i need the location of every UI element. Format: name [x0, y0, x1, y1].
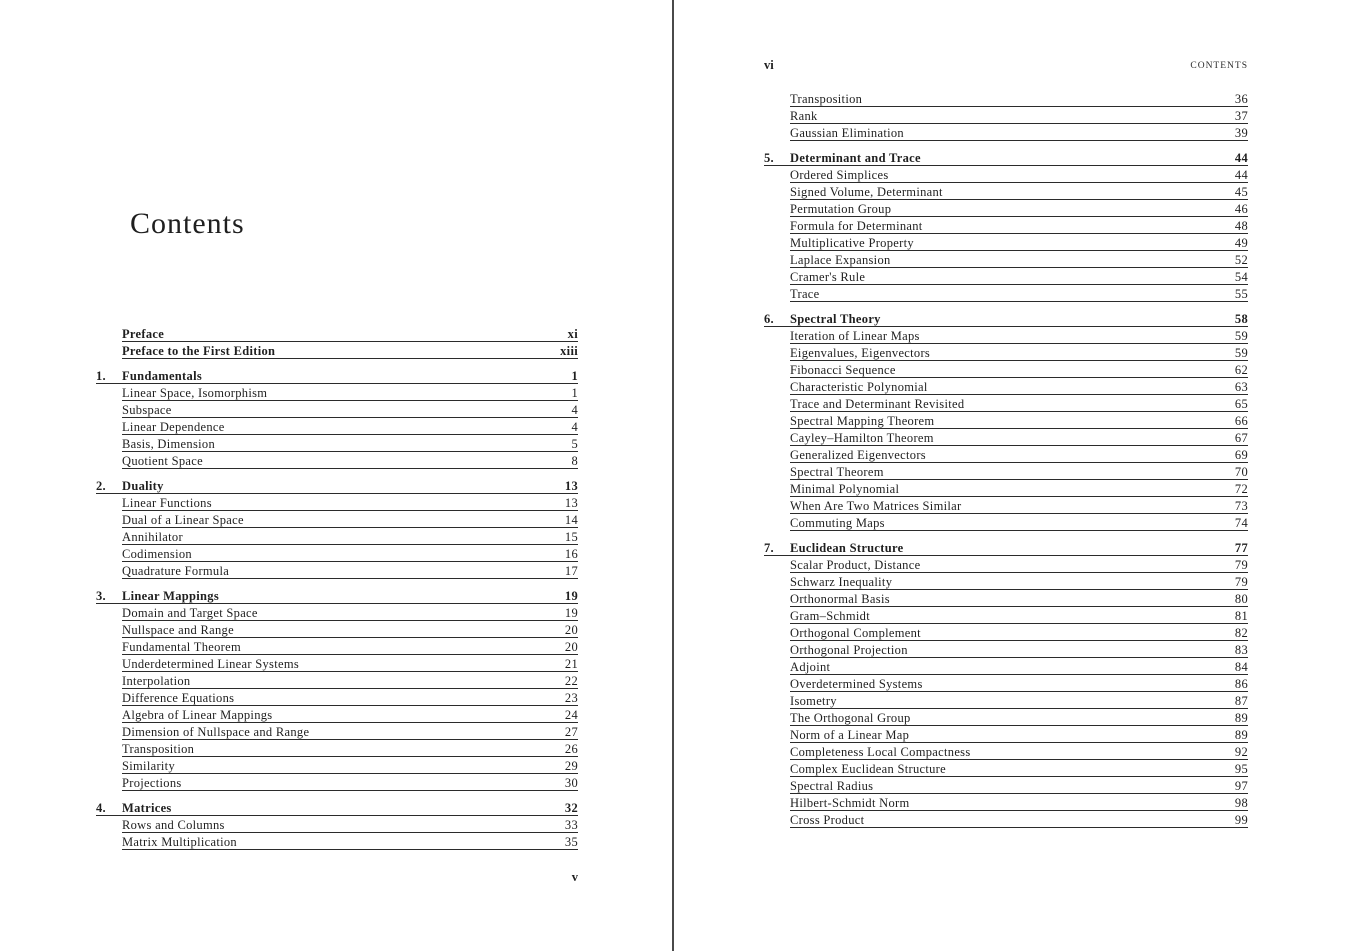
toc-entry-page: 84 — [1234, 660, 1248, 674]
toc-entry-title: Ordered Simplices — [790, 168, 889, 182]
toc-section-row — [790, 480, 1248, 497]
toc-chapter-row — [96, 367, 578, 384]
toc-entry-title: Matrix Multiplication — [122, 835, 237, 849]
toc-section-row — [790, 166, 1248, 183]
toc-entry-page: 13 — [564, 496, 578, 510]
toc-entry-page: 35 — [564, 835, 578, 849]
chapter-number: 3. — [96, 589, 106, 603]
toc-section-row — [122, 757, 578, 774]
toc-entry-page: 65 — [1234, 397, 1248, 411]
toc-entry-page: 37 — [1234, 109, 1248, 123]
toc-entry-title: Hilbert-Schmidt Norm — [790, 796, 910, 810]
toc-entry-page: 92 — [1234, 745, 1248, 759]
toc-entry-title: Subspace — [122, 403, 172, 417]
toc-section-row — [790, 217, 1248, 234]
toc-entry-page: 27 — [564, 725, 578, 739]
toc-section-row — [790, 743, 1248, 760]
toc-section-row — [790, 429, 1248, 446]
toc-entry-title: Euclidean Structure — [790, 541, 904, 555]
toc-entry-title: Spectral Radius — [790, 779, 874, 793]
toc-section-row — [790, 692, 1248, 709]
toc-entry-page: 29 — [564, 759, 578, 773]
toc-entry-title: Linear Mappings — [122, 589, 219, 603]
toc-entry-page: 44 — [1234, 168, 1248, 182]
toc-section-row — [122, 833, 578, 850]
toc-entry-title: Permutation Group — [790, 202, 892, 216]
toc-section-row — [790, 556, 1248, 573]
toc-section-row — [122, 435, 578, 452]
toc-entry-title: Trace and Determinant Revisited — [790, 397, 965, 411]
toc-entry-title: Complex Euclidean Structure — [790, 762, 946, 776]
toc-entry-title: Preface — [122, 327, 165, 341]
toc-entry-title: Codimension — [122, 547, 192, 561]
toc-section-row — [790, 412, 1248, 429]
toc-entry-title: Eigenvalues, Eigenvectors — [790, 346, 931, 360]
toc-entry-title: Orthogonal Complement — [790, 626, 921, 640]
toc-entry-page: 45 — [1234, 185, 1248, 199]
toc-entry-title: Norm of a Linear Map — [790, 728, 910, 742]
toc-section-row — [790, 285, 1248, 302]
toc-entry-title: Gram–Schmidt — [790, 609, 870, 623]
toc-section-row — [122, 384, 578, 401]
toc-entry-title: Domain and Target Space — [122, 606, 258, 620]
toc-entry-title: Annihilator — [122, 530, 183, 544]
chapter-number: 7. — [764, 541, 774, 555]
toc-entry-title: Rows and Columns — [122, 818, 225, 832]
toc-chapter-row — [96, 587, 578, 604]
toc-entry-page: 23 — [564, 691, 578, 705]
toc-entry-page: 98 — [1234, 796, 1248, 810]
toc-entry-page: 8 — [571, 454, 578, 468]
toc-entry-title: Matrices — [122, 801, 172, 815]
toc-entry-title: Spectral Theory — [790, 312, 881, 326]
right-page-folio: vi — [764, 58, 774, 72]
toc-entry-page: 49 — [1234, 236, 1248, 250]
toc-entry-title: Formula for Determinant — [790, 219, 923, 233]
toc-chapter-row — [96, 477, 578, 494]
toc-entry-page: 69 — [1234, 448, 1248, 462]
toc-entry-title: Duality — [122, 479, 164, 493]
toc-entry-page: xi — [567, 327, 578, 341]
toc-section-row — [122, 655, 578, 672]
toc-section-row — [790, 777, 1248, 794]
toc-entry-title: Determinant and Trace — [790, 151, 921, 165]
toc-entry-page: 39 — [1234, 126, 1248, 140]
toc-entry-title: Schwarz Inequality — [790, 575, 893, 589]
toc-section-row — [790, 234, 1248, 251]
toc-section-row — [790, 607, 1248, 624]
toc-section-row — [790, 726, 1248, 743]
toc-entry-page: 58 — [1234, 312, 1248, 326]
toc-entry-page: 4 — [571, 403, 578, 417]
toc-section-row — [122, 511, 578, 528]
toc-entry-page: 59 — [1234, 346, 1248, 360]
toc-entry-page: 77 — [1234, 541, 1248, 555]
toc-section-row — [790, 760, 1248, 777]
toc-entry-page: 89 — [1234, 711, 1248, 725]
toc-entry-page: 5 — [571, 437, 578, 451]
toc-entry-page: 13 — [564, 479, 578, 493]
toc-entry-title: Transposition — [122, 742, 195, 756]
toc-section-row — [790, 183, 1248, 200]
toc-section-row — [790, 514, 1248, 531]
toc-entry-page: 52 — [1234, 253, 1248, 267]
left-page-folio: v — [571, 870, 578, 884]
chapter-number: 5. — [764, 151, 774, 165]
toc-section-row — [122, 638, 578, 655]
toc-section-row — [790, 268, 1248, 285]
running-head: CONTENTS — [1190, 61, 1248, 71]
toc-entry-title: Fundamental Theorem — [122, 640, 241, 654]
toc-entry-page: 24 — [564, 708, 578, 722]
toc-entry-page: 80 — [1234, 592, 1248, 606]
toc-entry-page: 16 — [564, 547, 578, 561]
toc-section-row — [122, 562, 578, 579]
chapter-number: 2. — [96, 479, 106, 493]
toc-entry-title: Spectral Mapping Theorem — [790, 414, 935, 428]
toc-section-row — [122, 401, 578, 418]
chapter-number: 6. — [764, 312, 774, 326]
toc-section-row — [790, 573, 1248, 590]
toc-entry-page: 33 — [564, 818, 578, 832]
page-gutter-divider — [672, 0, 674, 951]
chapter-number: 4. — [96, 801, 106, 815]
toc-section-row — [790, 107, 1248, 124]
toc-entry-title: Cramer's Rule — [790, 270, 866, 284]
toc-entry-title: Linear Functions — [122, 496, 212, 510]
toc-entry-page: 79 — [1234, 558, 1248, 572]
toc-section-row — [790, 658, 1248, 675]
toc-entry-page: xiii — [560, 344, 578, 358]
toc-entry-page: 70 — [1234, 465, 1248, 479]
toc-section-row — [122, 689, 578, 706]
toc-section-row — [790, 497, 1248, 514]
toc-section-row — [790, 811, 1248, 828]
toc-section-row — [790, 590, 1248, 607]
toc-entry-page: 62 — [1234, 363, 1248, 377]
toc-entry-page: 20 — [564, 623, 578, 637]
toc-section-row — [790, 624, 1248, 641]
toc-section-row — [790, 378, 1248, 395]
toc-entry-title: Minimal Polynomial — [790, 482, 900, 496]
toc-entry-page: 55 — [1234, 287, 1248, 301]
toc-entry-title: Linear Space, Isomorphism — [122, 386, 268, 400]
toc-entry-title: Dimension of Nullspace and Range — [122, 725, 310, 739]
toc-entry-page: 82 — [1234, 626, 1248, 640]
toc-entry-title: Orthogonal Projection — [790, 643, 908, 657]
toc-entry-page: 89 — [1234, 728, 1248, 742]
toc-section-row — [790, 327, 1248, 344]
contents-page-title: Contents — [130, 207, 245, 240]
toc-entry-page: 1 — [571, 386, 578, 400]
toc-entry-title: Difference Equations — [122, 691, 235, 705]
toc-entry-page: 20 — [564, 640, 578, 654]
toc-entry-title: Signed Volume, Determinant — [790, 185, 943, 199]
toc-entry-title: Iteration of Linear Maps — [790, 329, 920, 343]
toc-entry-page: 26 — [564, 742, 578, 756]
toc-entry-title: Basis, Dimension — [122, 437, 215, 451]
toc-entry-page: 30 — [564, 776, 578, 790]
toc-entry-title: Completeness Local Compactness — [790, 745, 971, 759]
toc-entry-title: Multiplicative Property — [790, 236, 914, 250]
toc-entry-title: Commuting Maps — [790, 516, 885, 530]
toc-section-row — [122, 816, 578, 833]
toc-section-row — [122, 723, 578, 740]
toc-chapter-row — [764, 539, 1248, 556]
toc-section-row — [790, 675, 1248, 692]
toc-section-row — [790, 361, 1248, 378]
toc-entry-page: 54 — [1234, 270, 1248, 284]
toc-entry-title: Cayley–Hamilton Theorem — [790, 431, 934, 445]
toc-section-row — [790, 794, 1248, 811]
toc-entry-title: Laplace Expansion — [790, 253, 891, 267]
toc-entry-page: 4 — [571, 420, 578, 434]
toc-section-row — [790, 709, 1248, 726]
toc-entry-title: When Are Two Matrices Similar — [790, 499, 962, 513]
toc-entry-title: Quadrature Formula — [122, 564, 230, 578]
toc-entry-title: Adjoint — [790, 660, 831, 674]
toc-entry-page: 83 — [1234, 643, 1248, 657]
toc-entry-page: 63 — [1234, 380, 1248, 394]
toc-entry-page: 44 — [1234, 151, 1248, 165]
toc-section-row — [790, 90, 1248, 107]
toc-entry-page: 14 — [564, 513, 578, 527]
toc-entry-page: 17 — [564, 564, 578, 578]
toc-entry-page: 79 — [1234, 575, 1248, 589]
toc-entry-page: 81 — [1234, 609, 1248, 623]
toc-entry-page: 36 — [1234, 92, 1248, 106]
toc-entry-title: Projections — [122, 776, 182, 790]
toc-chapter-row — [96, 799, 578, 816]
toc-entry-title: Isometry — [790, 694, 837, 708]
toc-entry-title: The Orthogonal Group — [790, 711, 911, 725]
toc-section-row — [790, 124, 1248, 141]
toc-section-row — [122, 452, 578, 469]
toc-entry-page: 72 — [1234, 482, 1248, 496]
toc-entry-title: Interpolation — [122, 674, 191, 688]
toc-section-row — [122, 706, 578, 723]
toc-entry-page: 32 — [564, 801, 578, 815]
toc-section-row — [122, 604, 578, 621]
toc-entry-title: Trace — [790, 287, 820, 301]
toc-entry-page: 59 — [1234, 329, 1248, 343]
toc-entry-page: 99 — [1234, 813, 1248, 827]
toc-section-row — [790, 395, 1248, 412]
toc-entry-title: Preface to the First Edition — [122, 344, 276, 358]
toc-entry-title: Quotient Space — [122, 454, 203, 468]
toc-entry-title: Dual of a Linear Space — [122, 513, 244, 527]
toc-section-row — [122, 545, 578, 562]
toc-entry-title: Characteristic Polynomial — [790, 380, 928, 394]
toc-entry-title: Linear Dependence — [122, 420, 225, 434]
toc-entry-title: Nullspace and Range — [122, 623, 234, 637]
toc-entry-title: Orthonormal Basis — [790, 592, 890, 606]
toc-entry-page: 66 — [1234, 414, 1248, 428]
toc-entry-page: 22 — [564, 674, 578, 688]
toc-entry-title: Overdetermined Systems — [790, 677, 923, 691]
toc-entry-title: Transposition — [790, 92, 863, 106]
toc-entry-title: Spectral Theorem — [790, 465, 884, 479]
toc-section-row — [790, 200, 1248, 217]
toc-front-matter-row — [122, 342, 578, 359]
toc-section-row — [790, 463, 1248, 480]
toc-entry-page: 95 — [1234, 762, 1248, 776]
toc-front-matter-row — [122, 325, 578, 342]
toc-entry-title: Scalar Product, Distance — [790, 558, 921, 572]
toc-entry-title: Gaussian Elimination — [790, 126, 904, 140]
toc-section-row — [790, 251, 1248, 268]
toc-entry-title: Fundamentals — [122, 369, 203, 383]
toc-section-row — [790, 446, 1248, 463]
toc-entry-page: 73 — [1234, 499, 1248, 513]
toc-entry-page: 19 — [564, 606, 578, 620]
toc-section-row — [122, 740, 578, 757]
toc-entry-page: 46 — [1234, 202, 1248, 216]
toc-left-column — [96, 325, 578, 850]
toc-entry-title: Rank — [790, 109, 818, 123]
toc-entry-page: 87 — [1234, 694, 1248, 708]
toc-entry-page: 67 — [1234, 431, 1248, 445]
toc-section-row — [122, 774, 578, 791]
toc-entry-page: 48 — [1234, 219, 1248, 233]
toc-entry-title: Similarity — [122, 759, 175, 773]
toc-chapter-row — [764, 149, 1248, 166]
toc-entry-title: Fibonacci Sequence — [790, 363, 896, 377]
toc-entry-page: 97 — [1234, 779, 1248, 793]
toc-section-row — [790, 344, 1248, 361]
toc-section-row — [122, 418, 578, 435]
toc-section-row — [122, 528, 578, 545]
toc-entry-page: 1 — [571, 369, 578, 383]
chapter-number: 1. — [96, 369, 106, 383]
toc-entry-title: Algebra of Linear Mappings — [122, 708, 273, 722]
toc-entry-title: Underdetermined Linear Systems — [122, 657, 300, 671]
toc-entry-page: 74 — [1234, 516, 1248, 530]
toc-entry-page: 19 — [564, 589, 578, 603]
toc-chapter-row — [764, 310, 1248, 327]
toc-entry-page: 21 — [564, 657, 578, 671]
toc-entry-page: 15 — [564, 530, 578, 544]
toc-section-row — [790, 641, 1248, 658]
toc-section-row — [122, 621, 578, 638]
toc-entry-title: Generalized Eigenvectors — [790, 448, 926, 462]
toc-section-row — [122, 494, 578, 511]
toc-entry-page: 86 — [1234, 677, 1248, 691]
toc-right-column — [764, 90, 1248, 828]
toc-entry-title: Cross Product — [790, 813, 865, 827]
toc-section-row — [122, 672, 578, 689]
